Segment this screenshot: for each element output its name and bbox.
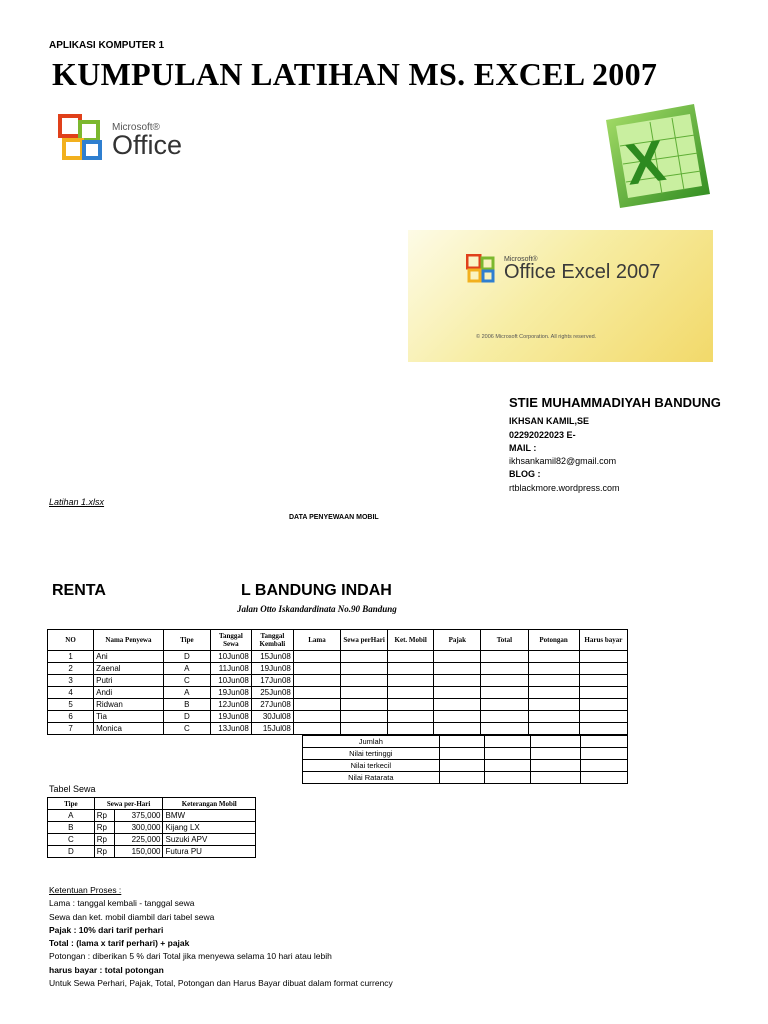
table-row <box>48 687 628 699</box>
office-square-yellow <box>62 138 84 160</box>
table-header-row <box>48 630 628 651</box>
table-cell: 11Jun08 <box>210 663 251 675</box>
table-row <box>48 723 628 735</box>
office-logo <box>58 114 208 164</box>
contact-school: STIE MUHAMMADIYAH BANDUNG <box>509 395 721 410</box>
table-cell: Zaenal <box>94 663 164 675</box>
table-cell <box>388 699 434 711</box>
table-cell <box>579 687 627 699</box>
table-cell <box>293 675 340 687</box>
sewa-cell-ket: Kijang LX <box>163 822 256 834</box>
table-cell <box>293 651 340 663</box>
summary-cell <box>439 736 485 748</box>
table-cell: Putri <box>94 675 164 687</box>
summary-cell <box>485 760 531 772</box>
sewa-cell-cur: Rp <box>94 834 114 846</box>
contact-email: ikhsankamil82@gmail.com <box>509 456 617 466</box>
table-cell <box>388 687 434 699</box>
table-cell <box>293 663 340 675</box>
summary-cell <box>531 772 581 784</box>
rule-item: Total : (lama x tarif perhari) + pajak <box>49 938 190 949</box>
table-cell: 6 <box>48 711 94 723</box>
office-microsoft-text: Microsoft® <box>112 122 160 133</box>
table-header: Sewa perHari <box>341 630 388 651</box>
summary-row <box>303 772 628 784</box>
table-cell <box>528 663 579 675</box>
table-cell: 13Jun08 <box>210 723 251 735</box>
table-header: Harus bayar <box>579 630 627 651</box>
table-cell <box>434 699 481 711</box>
summary-cell <box>485 748 531 760</box>
summary-label: Jumlah <box>303 736 440 748</box>
summary-cell <box>531 736 581 748</box>
table-cell: 5 <box>48 699 94 711</box>
sewa-header: Tipe <box>48 798 95 810</box>
table-header: Tanggal Kembali <box>251 630 293 651</box>
table-header: Pajak <box>434 630 481 651</box>
table-cell: 10Jun08 <box>210 651 251 663</box>
table-cell: D <box>163 651 210 663</box>
rule-item: Lama : tanggal kembali - tanggal sewa <box>49 898 195 909</box>
table-cell <box>388 711 434 723</box>
table-cell: C <box>163 723 210 735</box>
table-cell <box>528 675 579 687</box>
table-cell <box>293 711 340 723</box>
table-cell <box>434 675 481 687</box>
table-cell: C <box>163 675 210 687</box>
sewa-cell-cur: Rp <box>94 810 114 822</box>
sewa-cell-cur: Rp <box>94 822 114 834</box>
rental-table <box>47 629 628 735</box>
table-header: NO <box>48 630 94 651</box>
table-cell: Andi <box>94 687 164 699</box>
sewa-row <box>48 822 256 834</box>
table-cell <box>341 675 388 687</box>
table-header: Lama <box>293 630 340 651</box>
company-name-left: RENTA <box>52 582 106 599</box>
summary-label: Nilai Ratarata <box>303 772 440 784</box>
summary-cell <box>485 772 531 784</box>
summary-table <box>302 735 628 784</box>
summary-cell <box>581 772 628 784</box>
table-cell: 7 <box>48 723 94 735</box>
table-header: Ket. Mobil <box>388 630 434 651</box>
table-cell: Monica <box>94 723 164 735</box>
summary-row <box>303 736 628 748</box>
summary-row <box>303 760 628 772</box>
table-cell <box>481 723 528 735</box>
table-cell <box>293 723 340 735</box>
summary-cell <box>581 736 628 748</box>
summary-cell <box>439 760 485 772</box>
table-row <box>48 651 628 663</box>
summary-cell <box>581 748 628 760</box>
table-cell <box>388 663 434 675</box>
table-cell: A <box>163 687 210 699</box>
table-header: Nama Penyewa <box>94 630 164 651</box>
table-cell <box>434 723 481 735</box>
table-cell <box>341 651 388 663</box>
table-cell: 25Jun08 <box>251 687 293 699</box>
rule-item: Potongan : diberikan 5 % dari Total jika menyewa selama 10 hari atau lebih <box>49 951 332 962</box>
sewa-row <box>48 810 256 822</box>
table-cell <box>434 687 481 699</box>
summary-row <box>303 748 628 760</box>
table-cell: B <box>163 699 210 711</box>
sewa-cell-tipe: D <box>48 846 95 858</box>
table-cell: Ridwan <box>94 699 164 711</box>
sewa-cell-tipe: C <box>48 834 95 846</box>
table-cell <box>341 663 388 675</box>
banner-office-logo-icon <box>466 254 500 284</box>
sewa-cell-ket: Futura PU <box>163 846 256 858</box>
table-cell <box>341 687 388 699</box>
table-cell <box>528 687 579 699</box>
table-cell <box>481 675 528 687</box>
table-cell <box>579 675 627 687</box>
table-cell: 27Jun08 <box>251 699 293 711</box>
table-cell: 19Jun08 <box>210 687 251 699</box>
table-header: Tipe <box>163 630 210 651</box>
summary-label: Nilai tertinggi <box>303 748 440 760</box>
rule-item: Sewa dan ket. mobil diambil dari tabel sewa <box>49 911 215 922</box>
contact-name: IKHSAN KAMIL,SE <box>509 416 590 426</box>
rule-item: harus bayar : total potongan <box>49 964 164 975</box>
table-header: Tanggal Sewa <box>210 630 251 651</box>
summary-cell <box>485 736 531 748</box>
table-cell <box>481 711 528 723</box>
table-cell <box>434 651 481 663</box>
rules-heading: Ketentuan Proses : <box>49 885 122 895</box>
table-cell <box>579 711 627 723</box>
table-cell <box>388 651 434 663</box>
table-cell <box>481 687 528 699</box>
summary-cell <box>439 772 485 784</box>
table-cell: 12Jun08 <box>210 699 251 711</box>
table-cell <box>434 711 481 723</box>
table-cell: 15Jul08 <box>251 723 293 735</box>
data-title: DATA PENYEWAAN MOBIL <box>289 514 379 521</box>
table-cell <box>579 699 627 711</box>
table-cell: 19Jun08 <box>251 663 293 675</box>
table-cell <box>293 699 340 711</box>
table-cell: Tia <box>94 711 164 723</box>
table-cell <box>293 687 340 699</box>
rule-item: Pajak : 10% dari tarif perhari <box>49 924 164 935</box>
table-cell: 3 <box>48 675 94 687</box>
table-header: Total <box>481 630 528 651</box>
rule-item: Untuk Sewa Perhari, Pajak, Total, Potongan dan Harus Bayar dibuat dalam format currency <box>49 978 393 989</box>
excel-icon <box>598 102 714 210</box>
table-cell <box>579 663 627 675</box>
table-cell <box>481 663 528 675</box>
table-cell: 30Jul08 <box>251 711 293 723</box>
banner-title: Office Excel 2007 <box>504 261 661 283</box>
sewa-header: Keterangan Mobil <box>163 798 256 810</box>
table-header: Potongan <box>528 630 579 651</box>
summary-cell <box>531 748 581 760</box>
office-square-blue <box>82 140 102 160</box>
table-cell: 4 <box>48 687 94 699</box>
table-cell: 10Jun08 <box>210 675 251 687</box>
table-cell: 15Jun08 <box>251 651 293 663</box>
sewa-header: Sewa per-Hari <box>94 798 163 810</box>
sewa-cell-tipe: B <box>48 822 95 834</box>
table-cell <box>579 723 627 735</box>
table-cell <box>341 699 388 711</box>
table-cell <box>579 651 627 663</box>
table-cell <box>481 651 528 663</box>
table-cell <box>388 723 434 735</box>
svg-text:X: X <box>621 127 670 198</box>
sewa-cell-ket: BMW <box>163 810 256 822</box>
table-row <box>48 675 628 687</box>
sewa-cell-amount: 150,000 <box>114 846 163 858</box>
company-address: Jalan Otto Iskandardinata No.90 Bandung <box>237 604 397 614</box>
sewa-row <box>48 834 256 846</box>
table-cell <box>481 699 528 711</box>
company-name-right: L BANDUNG INDAH <box>241 582 392 599</box>
table-cell <box>434 663 481 675</box>
sewa-cell-amount: 375,000 <box>114 810 163 822</box>
table-cell <box>341 711 388 723</box>
table-row <box>48 699 628 711</box>
summary-cell <box>531 760 581 772</box>
sewa-cell-tipe: A <box>48 810 95 822</box>
page-title: KUMPULAN LATIHAN MS. EXCEL 2007 <box>52 56 658 92</box>
table-row <box>48 711 628 723</box>
sewa-table-caption: Tabel Sewa <box>49 784 96 794</box>
exercise-file-label: Latihan 1.xlsx <box>49 497 105 507</box>
contact-phone: 02292022023 E- <box>509 430 576 440</box>
table-row <box>48 663 628 675</box>
summary-cell <box>439 748 485 760</box>
table-cell <box>388 675 434 687</box>
contact-blog-label: BLOG : <box>509 469 541 479</box>
banner-microsoft-text: Microsoft® <box>504 256 538 263</box>
excel-2007-banner <box>408 230 713 362</box>
table-cell: Ani <box>94 651 164 663</box>
sewa-row <box>48 846 256 858</box>
table-cell: D <box>163 711 210 723</box>
office-word: Office <box>112 130 183 160</box>
top-label: APLIKASI KOMPUTER 1 <box>49 40 165 51</box>
table-cell: 19Jun08 <box>210 711 251 723</box>
contact-blog: rtblackmore.wordpress.com <box>509 483 620 493</box>
table-cell <box>528 651 579 663</box>
table-cell <box>528 711 579 723</box>
table-cell: 1 <box>48 651 94 663</box>
table-cell <box>341 723 388 735</box>
table-cell <box>528 723 579 735</box>
summary-cell <box>581 760 628 772</box>
sewa-cell-cur: Rp <box>94 846 114 858</box>
table-cell <box>528 699 579 711</box>
sewa-table <box>47 797 256 858</box>
sewa-header-row <box>48 798 256 810</box>
table-cell: 2 <box>48 663 94 675</box>
sewa-cell-amount: 300,000 <box>114 822 163 834</box>
banner-copyright: © 2006 Microsoft Corporation. All rights reserved. <box>476 334 597 340</box>
sewa-cell-ket: Suzuki APV <box>163 834 256 846</box>
sewa-cell-amount: 225,000 <box>114 834 163 846</box>
table-cell: A <box>163 663 210 675</box>
rules-section <box>49 884 393 990</box>
contact-mail-label: MAIL : <box>509 443 537 453</box>
summary-label: Nilai terkecil <box>303 760 440 772</box>
table-cell: 17Jun08 <box>251 675 293 687</box>
